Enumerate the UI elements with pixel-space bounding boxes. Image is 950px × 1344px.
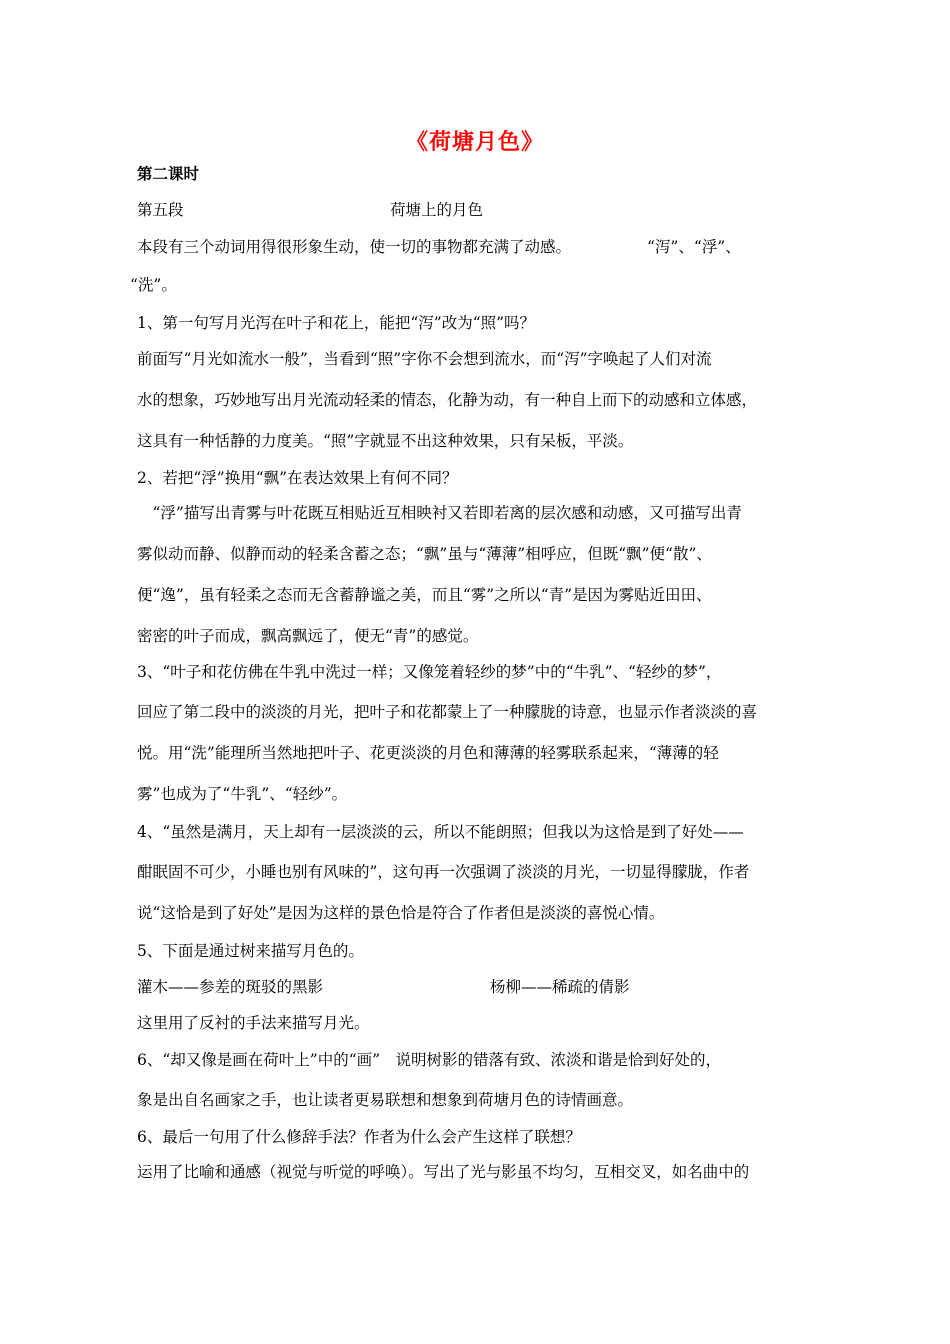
q6b-question: 6、最后一句用了什么修辞手法？作者为什么会产生这样了联想？ xyxy=(137,1128,581,1146)
q1-question: 1、第一句写月光泻在叶子和花上，能把“泻”改为“照”吗？ xyxy=(137,314,536,332)
q5-question: 5、下面是通过树来描写月色的。 xyxy=(137,942,364,960)
intro-text: 本段有三个动词用得很形象生动，使一切的事物都充满了动感。 xyxy=(137,238,572,256)
q2-answer-line: “浮”描写出青雾与叶花既互相贴近互相映衬又若即若离的层次感和动感，又可描写出青 xyxy=(137,504,742,522)
q3-line: 3、“叶子和花仿佛在牛乳中洗过一样；又像笼着轻纱的梦”中的“牛乳”、“轻纱的梦”， xyxy=(137,663,722,681)
q3-line: 雾”也成为了“牛乳”、“轻纱”。 xyxy=(137,785,348,803)
intro-verbs: “泻”、“浮”、 xyxy=(647,238,741,256)
q6a-line: 象是出自名画家之手，也让读者更易联想和想象到荷塘月色的诗情画意。 xyxy=(137,1091,634,1109)
q2-answer-line: 便“逸”，虽有轻柔之态而无含蓄静谧之美，而且“雾”之所以“青”是因为雾贴近田田、 xyxy=(137,586,712,604)
q5-comparison xyxy=(137,976,827,998)
section-heading xyxy=(137,199,827,221)
intro-line xyxy=(137,236,827,258)
q6a-line: 6、“却又像是画在荷叶上”中的“画” 说明树影的错落有致、浓淡和谐是恰到好处的， xyxy=(137,1051,722,1069)
q3-line: 悦。用“洗”能理所当然地把叶子、花更淡淡的月色和薄薄的轻雾联系起来，“薄薄的轻 xyxy=(137,744,719,762)
q5-note: 这里用了反衬的手法来描写月光。 xyxy=(137,1014,370,1032)
q1-answer-line: 这具有一种恬静的力度美。“照”字就显不出这种效果，只有呆板，平淡。 xyxy=(137,432,634,450)
q3-line: 回应了第二段中的淡淡的月光，把叶子和花都蒙上了一种朦胧的诗意，也显示作者淡淡的喜 xyxy=(137,703,758,721)
q4-line: 说“这恰是到了好处”是因为这样的景色恰是符合了作者但是淡淡的喜悦心情。 xyxy=(137,904,665,922)
q1-answer-line: 水的想象，巧妙地写出月光流动轻柔的情态，化静为动，有一种自上而下的动感和立体感， xyxy=(137,391,758,409)
q1-answer-line: 前面写“月光如流水一般”，当看到“照”字你不会想到流水，而“泻”字唤起了人们对流 xyxy=(137,350,712,368)
q2-answer-line: 雾似动而静、似静而动的轻柔含蓄之态；“飘”虽与“薄薄”相呼应，但既“飘”便“散”、 xyxy=(137,545,712,563)
q2-answer-line: 密密的叶子而成，飘高飘远了，便无“青”的感觉。 xyxy=(137,627,479,645)
lesson-subtitle: 第二课时 xyxy=(137,164,200,183)
section-topic: 荷塘上的月色 xyxy=(390,201,484,219)
document-title: 《荷塘月色》 xyxy=(405,129,544,155)
section-label: 第五段 xyxy=(137,201,184,219)
q5-right: 杨柳——稀疏的倩影 xyxy=(490,978,630,996)
q5-left: 灌木——参差的斑驳的黑影 xyxy=(137,978,324,996)
q4-line: 酣眠固不可少，小睡也别有风味的”，这句再一次强调了淡淡的月光，一切显得朦胧，作者 xyxy=(137,863,750,881)
q6b-answer: 运用了比喻和通感（视觉与听觉的呼唤）。写出了光与影虽不均匀，互相交叉，如名曲中的 xyxy=(137,1163,750,1181)
intro-verbs-cont: “洗”。 xyxy=(130,276,177,294)
q4-line: 4、“虽然是满月，天上却有一层淡淡的云，所以不能朗照；但我以为这恰是到了好处—— xyxy=(137,823,744,841)
q2-question: 2、若把“浮”换用“飘”在表达效果上有何不同？ xyxy=(137,469,458,487)
